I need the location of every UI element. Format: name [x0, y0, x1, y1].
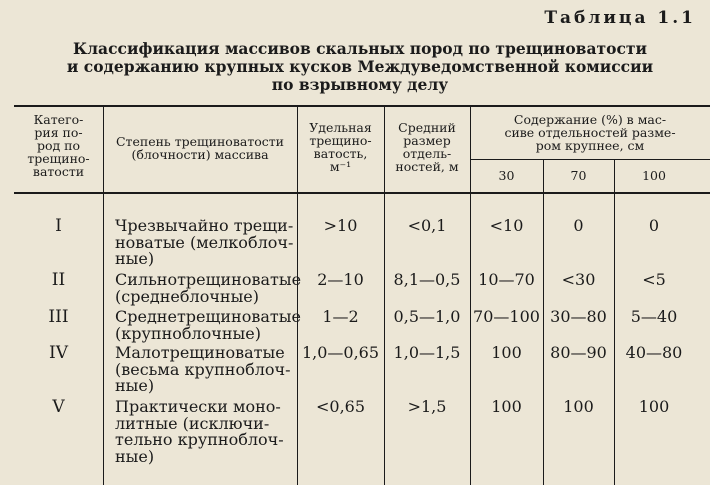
row-5-specific: <0,65	[315, 397, 366, 416]
row-2-c30: 10—70	[478, 270, 535, 289]
classification-table	[0, 103, 710, 485]
row-3-c70: 30—80	[550, 307, 607, 326]
row-2-category: II	[51, 270, 66, 290]
col-divider-4	[470, 107, 471, 485]
row-4-c30: 100	[491, 343, 522, 362]
header-category: Катего- рия по- род по трещино- ватости	[27, 112, 90, 179]
row-1-size: <0,1	[407, 216, 447, 235]
row-4-specific: 1,0—0,65	[301, 343, 380, 362]
row-2-specific: 2—10	[317, 270, 364, 289]
header-content: Содержание (%) в мас- сиве отдельностей разме- ром крупнее, см	[504, 112, 676, 153]
header-degree: Степень трещиноватости (блочности) массива	[115, 134, 285, 162]
row-2-description: Сильнотрещиноватые (среднеблочные)	[115, 270, 302, 306]
row-1-c70: 0	[573, 216, 584, 235]
header-size: Средний размер отдель- ностей, м	[395, 120, 459, 174]
row-3-c30: 70—100	[473, 307, 540, 326]
subheader-rule	[470, 159, 710, 160]
caption-line-1: Классификация массивов скальных пород по трещиноватости	[73, 39, 647, 58]
row-1-c30: <10	[489, 216, 524, 235]
row-4-size: 1,0—1,5	[393, 343, 461, 362]
row-3-description: Среднетрещиноватые (крупноблочные)	[115, 307, 301, 343]
row-2-c100: <5	[642, 270, 666, 289]
row-3-c100: 5—40	[630, 307, 678, 326]
row-4-description: Малотрещиноватые (весьма крупноблоч- ные)	[115, 343, 291, 395]
table-top-rule	[14, 105, 710, 107]
row-1-category: I	[55, 216, 62, 236]
row-5-description: Практически моно- литные (исключи- тельно крупноблоч- ные)	[115, 397, 284, 466]
subheader-30: 30	[498, 168, 515, 183]
row-3-size: 0,5—1,0	[393, 307, 461, 326]
subheader-100: 100	[642, 168, 666, 183]
row-1-specific: >10	[323, 216, 358, 235]
caption-line-2: и содержанию крупных кусков Междуведомственной комиссии	[66, 57, 654, 76]
table-number: Таблица 1.1	[544, 8, 696, 28]
row-2-c70: <30	[561, 270, 596, 289]
row-3-specific: 1—2	[322, 307, 359, 326]
row-5-c100: 100	[638, 397, 670, 416]
row-3-category: III	[48, 307, 69, 327]
header-bottom-rule	[14, 192, 710, 194]
row-5-c30: 100	[491, 397, 522, 416]
caption-line-3: по взрывному делу	[271, 75, 449, 94]
row-2-size: 8,1—0,5	[393, 270, 461, 289]
header-specific: Удельная трещино- ватость, м⁻¹	[309, 120, 372, 174]
row-1-description: Чрезвычайно трещи- новатые (мелкоблоч- ные)	[115, 216, 294, 268]
row-4-c100: 40—80	[625, 343, 683, 362]
row-5-size: >1,5	[407, 397, 447, 416]
subheader-70: 70	[570, 168, 587, 183]
row-5-category: V	[52, 397, 65, 417]
table-caption	[40, 40, 680, 94]
row-1-c100: 0	[648, 216, 660, 235]
col-divider-1	[103, 107, 104, 485]
row-4-c70: 80—90	[550, 343, 607, 362]
row-4-category: IV	[49, 343, 68, 363]
row-5-c70: 100	[563, 397, 594, 416]
